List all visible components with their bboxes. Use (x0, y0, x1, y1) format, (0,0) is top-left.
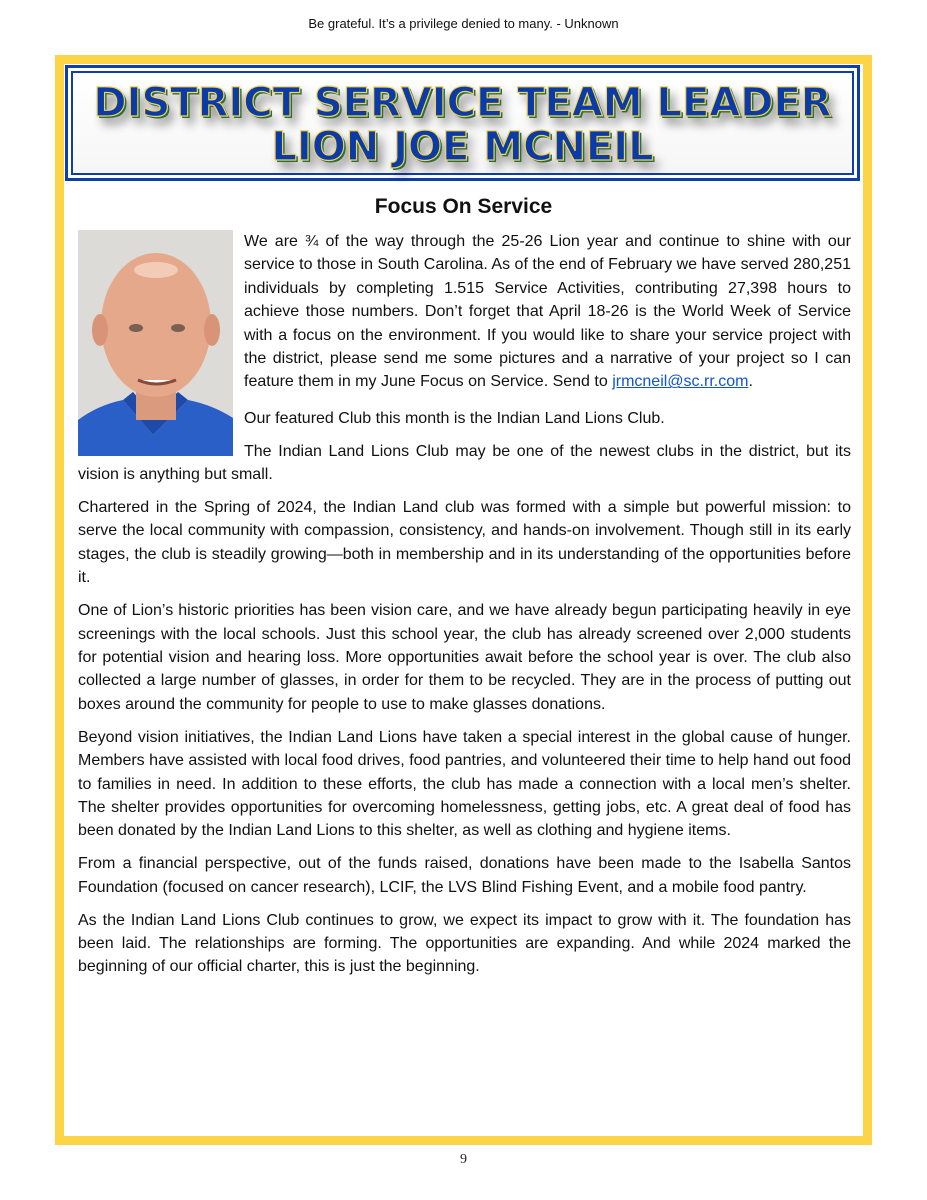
portrait-illustration (78, 230, 233, 456)
article-paragraph: The Indian Land Lions Club may be one of the newest clubs in the district, but its vision is anything but small. (78, 442, 851, 484)
left-eye (129, 324, 143, 332)
section-title: Focus On Service (374, 195, 553, 218)
banner-title-line2: LION JOE MCNEIL (271, 124, 654, 170)
smile-shape (138, 380, 176, 384)
title-banner (65, 65, 860, 181)
banner-title-line1: DISTRICT SERVICE TEAM LEADER (93, 80, 832, 126)
article-paragraph: Chartered in the Spring of 2024, the Indian Land club was formed with a simple but powerful mission: to serve the local community with compassion, consistency, and hands-on involvement. Though still in its early stages, the club is steadily growing—both in membership and in its understanding of the opportunities before it. (78, 499, 851, 587)
intro-text: We are ¾ of the way through the 25-26 Lion year and continue to shine with our service to those in South Carolina. As of the end of February we have served 280,251 individuals by completing 1.515 Service Activities, contributing 27,398 hours to achieve those numbers. Don’t forget that April 18-26 is the World Week of Service with a focus on the environment. If you would like to share your service project with the district, please send me some pictures and a narrative of your project so I can feature them in my June Focus on Service. Send to (244, 233, 851, 391)
page-frame (55, 55, 872, 1145)
left-ear (92, 314, 108, 346)
portrait-photo (78, 230, 233, 456)
title-banner-inner (71, 71, 854, 175)
page-number: 9 (460, 1152, 467, 1167)
featured-club-paragraph: Our featured Club this month is the Indian Land Lions Club. (244, 409, 665, 427)
header-quote: Be grateful. It’s a privilege denied to many. - Unknown (308, 16, 619, 31)
right-ear (204, 314, 220, 346)
article-paragraph: As the Indian Land Lions Club continues to grow, we expect its impact to grow with it. The foundation has been laid. The relationships are forming. The opportunities are expanding. And while 2024 marked the beginning of our official charter, this is just the beginning. (78, 911, 851, 976)
article-body (78, 230, 851, 988)
article-paragraph: One of Lion’s historic priorities has been vision care, and we have already begun participating heavily in eye screenings with the local schools. Just this school year, the club has already screened over 2,000 students for potential vision and hearing loss. More opportunities await before the school year is over. The club also collected a large number of glasses, in order for them to be recycled. They are in the process of putting out boxes around the community for people to use to make glasses donations. (78, 602, 851, 713)
right-eye (171, 324, 185, 332)
head-highlight (134, 262, 178, 278)
article-paragraph: From a financial perspective, out of the funds raised, donations have been made to the Isabella Santos Foundation (focused on cancer research), LCIF, the LVS Blind Fishing Event, and a mobile food pantry. (78, 855, 851, 896)
email-link[interactable]: jrmcneil@sc.rr.com (612, 373, 749, 391)
intro-text-end: . (748, 373, 753, 391)
article-paragraph: Beyond vision initiatives, the Indian Land Lions have taken a special interest in the global cause of hunger. Members have assisted with local food drives, food pantries, and volunteered their time to help hand out food to families in need. In addition to these efforts, the club has made a connection with a local men’s shelter. The shelter provides opportunities for overcoming homelessness, getting jobs, etc. A great deal of food has been donated by the Indian Land Lions to this shelter, as well as clothing and hygiene items. (78, 728, 851, 840)
